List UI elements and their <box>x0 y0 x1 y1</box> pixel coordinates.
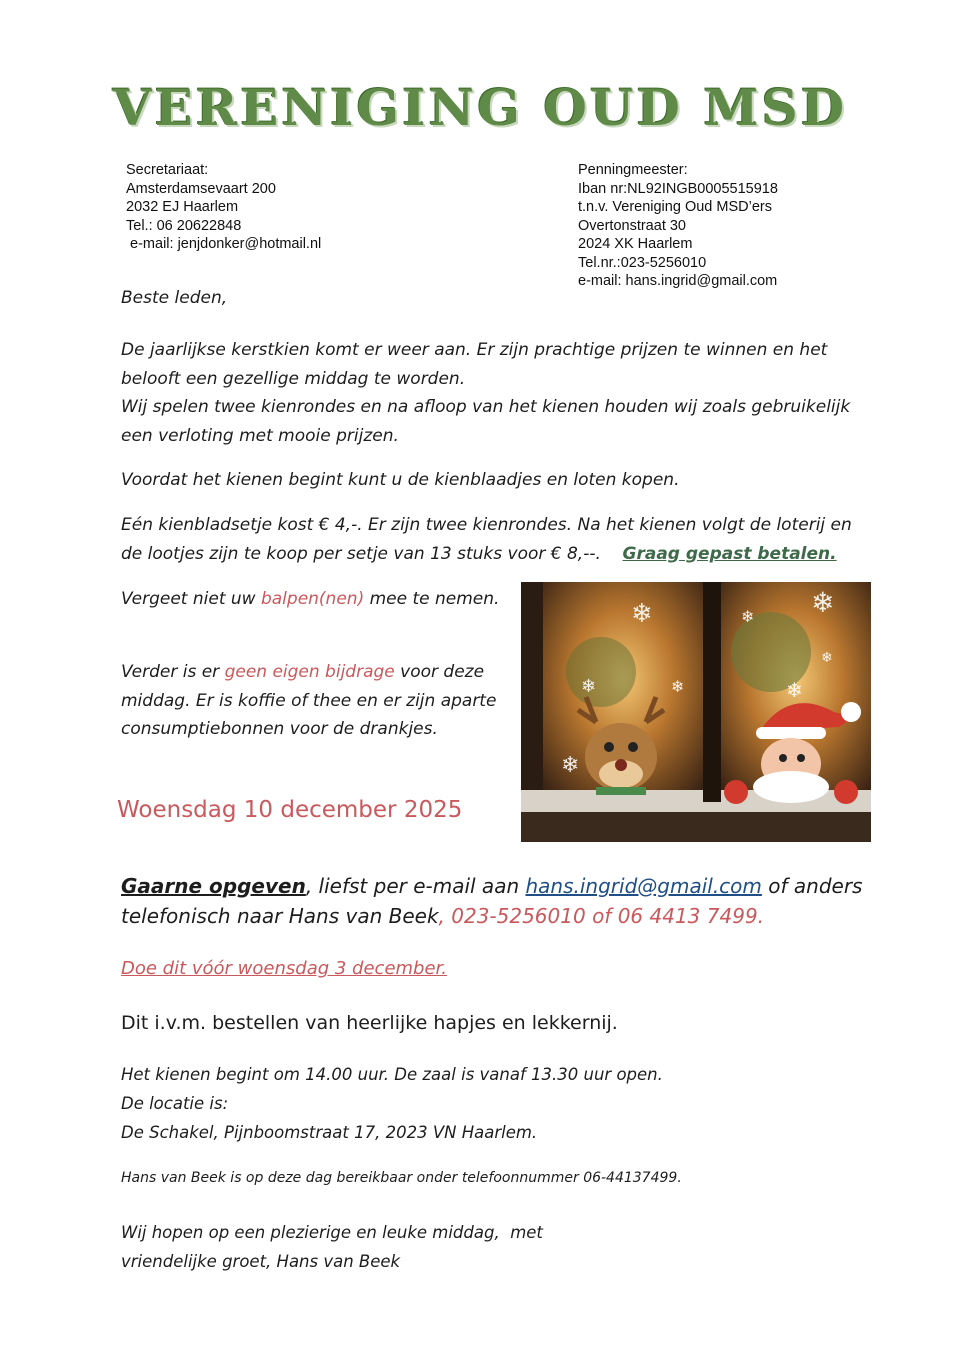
penningmeester-tnv: t.n.v. Vereniging Oud MSD’ers <box>578 199 772 215</box>
signup-heading: Gaarne opgeven <box>121 874 306 898</box>
greeting: Beste leden, <box>121 288 228 308</box>
paragraph-intro-1: De jaarlijkse kerstkien komt er weer aan. Er zijn prachtige prijzen te winnen en het belooft een gezellige middag te worden. <box>121 340 828 389</box>
time-location-block <box>121 1060 663 1147</box>
paragraph-intro-2: Wij spelen twee kienrondes en na afloop van het kienen houden wij zoals gebruikelijk een verloting met mooie prijzen. <box>121 397 851 446</box>
signup-deadline: Doe dit vóór woensdag 3 december. <box>121 958 448 979</box>
penningmeester-email: e-mail: hans.ingrid@gmail.com <box>578 273 778 289</box>
secretariaat-block <box>126 161 321 254</box>
penningmeester-iban: Iban nr:NL92INGB0005515918 <box>578 180 778 197</box>
paragraph-contribution <box>121 658 511 744</box>
pens-highlight: balpen(nen) <box>260 589 365 609</box>
pay-exact-note: Graag gepast betalen. <box>622 543 837 564</box>
secretariaat-phone: Tel.: 06 20622848 <box>126 217 242 234</box>
svg-text:❄: ❄ <box>741 607 755 626</box>
penningmeester-city: 2024 XK Haarlem <box>578 236 693 252</box>
svg-text:❄: ❄ <box>786 678 803 702</box>
location-address: De Schakel, Pijnboomstraat 17, 2023 VN Haarlem. <box>121 1123 538 1142</box>
closing-signature: vriendelijke groet, Hans van Beek <box>121 1252 401 1271</box>
pens-post: mee te nemen. <box>364 589 500 609</box>
svg-text:❄: ❄ <box>561 753 580 778</box>
pens-pre: Vergeet niet uw <box>121 589 261 609</box>
signup-email-link[interactable]: hans.ingrid@gmail.com <box>525 874 762 898</box>
prices-text: Eén kienbladsetje kost € 4,-. Er zijn twee kienrondes. Na het kienen volgt de loterij en de lootjes zijn te koop per setje van 13 stuks voor € 8,--. <box>121 515 852 564</box>
club-title: VERENIGING OUD MSD <box>112 78 848 137</box>
signup-paragraph <box>121 871 901 931</box>
reachability-note: Hans van Beek is op deze dag bereikbaar onder telefoonnummer 06-44137499. <box>121 1170 682 1186</box>
penningmeester-block <box>578 161 778 291</box>
svg-text:❄: ❄ <box>631 599 653 629</box>
signup-text-2: of anders telefonisch naar Hans van Beek <box>121 874 863 928</box>
svg-text:❄: ❄ <box>811 586 835 619</box>
snacks-note: Dit i.v.m. bestellen van heerlijke hapjes en lekkernij. <box>121 1012 618 1034</box>
paragraph-prices <box>121 511 861 568</box>
closing-line-1: Wij hopen op een plezierige en leuke middag, met <box>121 1223 543 1242</box>
paragraph-intro <box>121 336 861 450</box>
penningmeester-street: Overtonstraat 30 <box>578 217 686 234</box>
secretariaat-city: 2032 EJ Haarlem <box>126 199 239 215</box>
contribution-highlight: geen eigen bijdrage <box>224 662 395 682</box>
signup-text: , liefst per e-mail aan <box>305 874 526 898</box>
christmas-window-image <box>521 582 871 842</box>
contribution-post: voor deze middag. Er is koffie of thee en er zijn aparte consumptiebonnen voor de drankjes. <box>121 662 497 739</box>
paragraph-pens <box>121 585 511 614</box>
secretariaat-street: Amsterdamsevaart 200 <box>126 180 276 197</box>
event-date: Woensdag 10 december 2025 <box>117 797 463 823</box>
start-time: Het kienen begint om 14.00 uur. De zaal is vanaf 13.30 uur open. <box>121 1065 663 1084</box>
window-divider <box>703 582 721 802</box>
location-label: De locatie is: <box>121 1094 229 1113</box>
penningmeester-heading: Penningmeester: <box>578 162 688 178</box>
secretariaat-heading: Secretariaat: <box>126 162 209 178</box>
svg-text:❄: ❄ <box>821 650 833 666</box>
penningmeester-phone: Tel.nr.:023-5256010 <box>578 254 707 271</box>
svg-text:❄: ❄ <box>581 676 597 697</box>
contribution-pre: Verder is er <box>121 662 225 682</box>
paragraph-buy: Voordat het kienen begint kunt u de kienblaadjes en loten kopen. <box>121 470 680 490</box>
signup-phones: , 023-5256010 of 06 4413 7499. <box>438 904 765 928</box>
closing-block <box>121 1218 543 1276</box>
secretariaat-email: e-mail: jenjdonker@hotmail.nl <box>126 236 322 252</box>
svg-text:❄: ❄ <box>671 677 685 696</box>
